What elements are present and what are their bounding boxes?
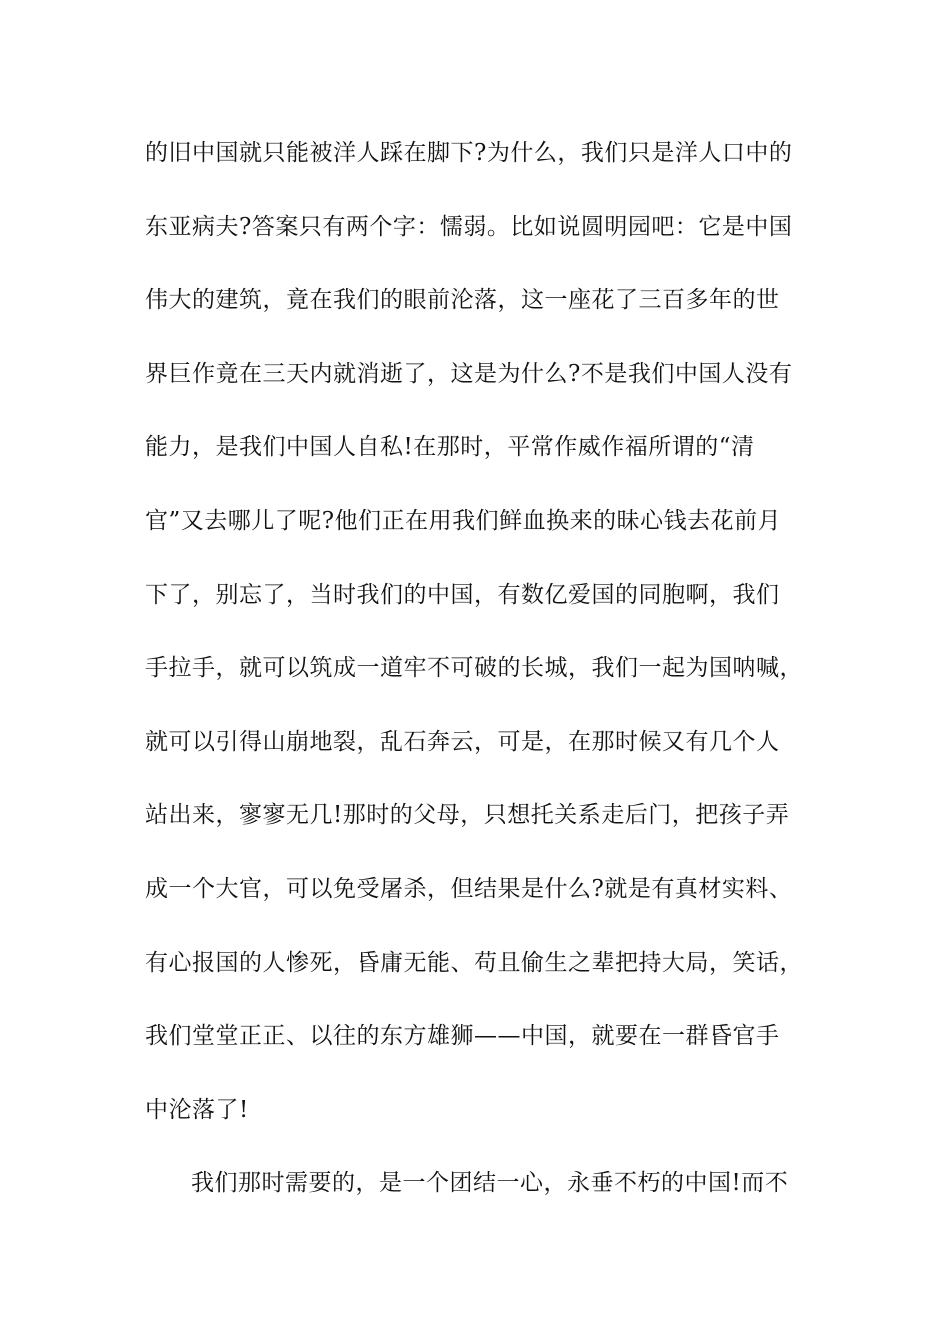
text-line: 能力，是我们中国人自私!在那时，平常作威作福所谓的“清: [145, 434, 755, 461]
text-line: 下了，别忘了，当时我们的中国，有数亿爱国的同胞啊，我们: [145, 581, 780, 608]
text-line: 手拉手，就可以筑成一道牢不可破的长城，我们一起为国呐喊，: [145, 655, 803, 682]
text-line: 官”又去哪儿了呢?他们正在用我们鲜血换来的昧心钱去花前月: [145, 507, 782, 534]
paragraph-start-line: 我们那时需要的，是一个团结一心，永垂不朽的中国!而不: [191, 1170, 789, 1197]
text-line: 有心报国的人惨死，昏庸无能、苟且偷生之辈把持大局，笑话，: [145, 949, 803, 976]
text-line: 站出来，寥寥无几!那时的父母，只想托关系走后门，把孩子弄: [145, 802, 790, 829]
text-line: 东亚病夫?答案只有两个字：懦弱。比如说圆明园吧：它是中国: [145, 213, 793, 240]
text-line: 伟大的建筑，竟在我们的眼前沦落，这一座花了三百多年的世: [145, 287, 780, 314]
text-line: 成一个大官，可以免受屠杀，但结果是什么?就是有真材实料、: [145, 875, 793, 902]
body-text: [145, 133, 835, 1237]
text-line: 界巨作竟在三天内就消逝了，这是为什么?不是我们中国人没有: [145, 360, 793, 387]
text-line: 中沦落了!: [145, 1096, 249, 1123]
text-line: 就可以引得山崩地裂，乱石奔云，可是，在那时候又有几个人: [145, 728, 780, 755]
text-line: 我们堂堂正正、以往的东方雄狮——中国，就要在一群昏官手: [145, 1023, 780, 1050]
text-line: 的旧中国就只能被洋人踩在脚下?为什么，我们只是洋人口中的: [145, 140, 793, 166]
